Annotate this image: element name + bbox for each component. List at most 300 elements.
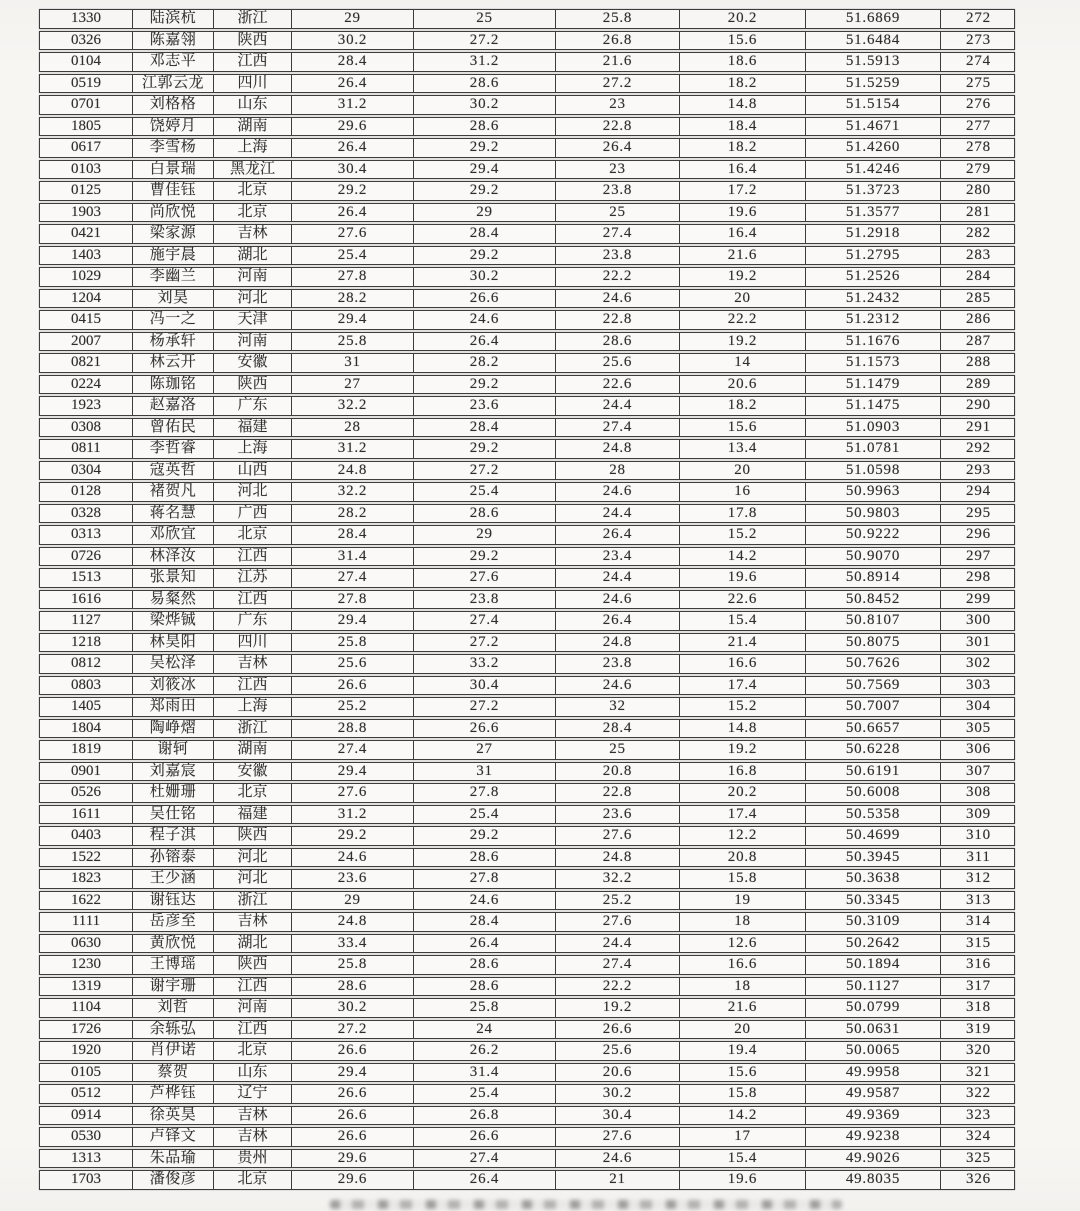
rank: 305 bbox=[940, 720, 1016, 738]
candidate-name: 邓志平 bbox=[132, 53, 213, 71]
score-2: 27.2 bbox=[413, 32, 555, 50]
cutoff-text-smudge bbox=[330, 1200, 842, 1209]
province: 湖北 bbox=[213, 935, 291, 953]
candidate-id: 0519 bbox=[71, 74, 101, 91]
score-1: 27.6 bbox=[291, 225, 413, 243]
total-score: 50.0065 bbox=[805, 1042, 940, 1060]
score-1: 29.4 bbox=[291, 612, 413, 630]
score-2: 27.8 bbox=[413, 784, 555, 802]
score-3: 27.4 bbox=[555, 956, 679, 974]
province: 江西 bbox=[213, 53, 291, 71]
candidate-name: 蒋名慧 bbox=[132, 505, 213, 523]
rank: 293 bbox=[940, 462, 1016, 480]
candidate-name: 吴仕铭 bbox=[132, 806, 213, 824]
score-3: 30.4 bbox=[555, 1107, 679, 1125]
rank: 292 bbox=[940, 440, 1016, 458]
score-2: 31.4 bbox=[413, 1064, 555, 1082]
score-4: 18.6 bbox=[679, 53, 805, 71]
rank: 281 bbox=[940, 204, 1016, 222]
score-4: 12.6 bbox=[679, 935, 805, 953]
rank: 313 bbox=[940, 892, 1016, 910]
province: 湖北 bbox=[213, 247, 291, 265]
table-row bbox=[39, 869, 1015, 889]
candidate-name: 林泽汝 bbox=[132, 548, 213, 566]
candidate-name: 刘筱冰 bbox=[132, 677, 213, 695]
candidate-id: 0901 bbox=[71, 762, 101, 779]
table-row bbox=[39, 52, 1015, 72]
table-row bbox=[39, 611, 1015, 631]
score-4: 15.6 bbox=[679, 32, 805, 50]
candidate-id: 1230 bbox=[71, 956, 101, 972]
score-2: 27.4 bbox=[413, 1150, 555, 1168]
rank: 286 bbox=[940, 311, 1016, 329]
candidate-id: 0403 bbox=[71, 827, 101, 843]
total-score: 51.2526 bbox=[805, 268, 940, 286]
score-1: 27.2 bbox=[291, 1021, 413, 1039]
candidate-name: 李哲睿 bbox=[132, 440, 213, 458]
total-score: 51.1475 bbox=[805, 397, 940, 415]
score-3: 27.4 bbox=[555, 225, 679, 243]
candidate-id: 1703 bbox=[71, 1171, 101, 1187]
rank: 320 bbox=[940, 1042, 1016, 1060]
rank: 306 bbox=[940, 741, 1016, 759]
rank: 301 bbox=[940, 634, 1016, 652]
candidate-name: 李雪杨 bbox=[132, 139, 213, 157]
candidate-name: 赵嘉洛 bbox=[132, 397, 213, 415]
province: 四川 bbox=[213, 634, 291, 652]
score-3: 22.8 bbox=[555, 784, 679, 802]
total-score: 50.3109 bbox=[805, 913, 940, 931]
total-score: 51.4246 bbox=[805, 161, 940, 179]
score-4: 13.4 bbox=[679, 440, 805, 458]
candidate-id: 1726 bbox=[71, 1020, 101, 1037]
total-score: 50.9963 bbox=[805, 483, 940, 501]
score-1: 28.6 bbox=[291, 978, 413, 996]
rank: 325 bbox=[940, 1150, 1016, 1168]
score-1: 29.4 bbox=[291, 1064, 413, 1082]
rank: 326 bbox=[940, 1171, 1016, 1189]
candidate-name: 梁烨铖 bbox=[132, 612, 213, 630]
province: 陕西 bbox=[213, 376, 291, 394]
score-2: 26.2 bbox=[413, 1042, 555, 1060]
score-4: 15.2 bbox=[679, 698, 805, 716]
total-score: 50.9070 bbox=[805, 548, 940, 566]
score-3: 24.6 bbox=[555, 591, 679, 609]
score-4: 15.6 bbox=[679, 419, 805, 437]
candidate-id: 2007 bbox=[71, 332, 101, 349]
total-score: 49.9026 bbox=[805, 1150, 940, 1168]
rank: 315 bbox=[940, 935, 1016, 953]
score-3: 22.2 bbox=[555, 978, 679, 996]
table-row bbox=[39, 418, 1015, 438]
table-row bbox=[39, 590, 1015, 610]
score-2: 29.2 bbox=[413, 247, 555, 265]
score-4: 22.2 bbox=[679, 311, 805, 329]
score-2: 23.6 bbox=[413, 397, 555, 415]
score-3: 23 bbox=[555, 96, 679, 114]
rank: 314 bbox=[940, 913, 1016, 931]
province: 河北 bbox=[213, 290, 291, 308]
score-2: 23.8 bbox=[413, 591, 555, 609]
score-4: 19.2 bbox=[679, 268, 805, 286]
score-1: 29.4 bbox=[291, 763, 413, 781]
province: 安徽 bbox=[213, 763, 291, 781]
total-score: 50.7569 bbox=[805, 677, 940, 695]
score-4: 12.2 bbox=[679, 827, 805, 845]
score-3: 24.6 bbox=[555, 677, 679, 695]
score-1: 30.2 bbox=[291, 999, 413, 1017]
score-2: 25.4 bbox=[413, 806, 555, 824]
score-3: 27.6 bbox=[555, 913, 679, 931]
score-3: 26.8 bbox=[555, 32, 679, 50]
candidate-id: 0421 bbox=[71, 225, 101, 241]
rank: 309 bbox=[940, 806, 1016, 824]
score-4: 15.4 bbox=[679, 612, 805, 630]
rank: 276 bbox=[940, 96, 1016, 114]
candidate-id: 0104 bbox=[71, 53, 101, 69]
candidate-id: 1920 bbox=[71, 1042, 101, 1058]
score-1: 26.6 bbox=[291, 677, 413, 695]
candidate-id: 0630 bbox=[71, 934, 101, 951]
candidate-id: 0526 bbox=[71, 784, 101, 800]
candidate-name: 梁家源 bbox=[132, 225, 213, 243]
candidate-name: 饶婷月 bbox=[132, 118, 213, 136]
total-score: 51.5154 bbox=[805, 96, 940, 114]
total-score: 49.9238 bbox=[805, 1128, 940, 1146]
candidate-id: 0803 bbox=[71, 676, 101, 693]
score-4: 20 bbox=[679, 290, 805, 308]
score-1: 27.4 bbox=[291, 741, 413, 759]
score-4: 16.4 bbox=[679, 161, 805, 179]
total-score: 50.6228 bbox=[805, 741, 940, 759]
rank: 308 bbox=[940, 784, 1016, 802]
province: 浙江 bbox=[213, 892, 291, 910]
score-1: 31.2 bbox=[291, 96, 413, 114]
score-1: 28.8 bbox=[291, 720, 413, 738]
total-score: 51.1676 bbox=[805, 333, 940, 351]
rank: 310 bbox=[940, 827, 1016, 845]
province: 河南 bbox=[213, 999, 291, 1017]
candidate-name: 程子淇 bbox=[132, 827, 213, 845]
total-score: 51.0598 bbox=[805, 462, 940, 480]
province: 天津 bbox=[213, 311, 291, 329]
score-1: 27.6 bbox=[291, 784, 413, 802]
score-3: 23.6 bbox=[555, 806, 679, 824]
score-3: 24.4 bbox=[555, 569, 679, 587]
score-2: 27.4 bbox=[413, 612, 555, 630]
candidate-name: 陈珈铭 bbox=[132, 376, 213, 394]
province: 江苏 bbox=[213, 569, 291, 587]
province: 陕西 bbox=[213, 956, 291, 974]
table-row bbox=[39, 1127, 1015, 1147]
score-3: 32.2 bbox=[555, 870, 679, 888]
rank: 279 bbox=[940, 161, 1016, 179]
table-row bbox=[39, 439, 1015, 459]
score-3: 25 bbox=[555, 204, 679, 222]
rank: 289 bbox=[940, 376, 1016, 394]
total-score: 50.3345 bbox=[805, 892, 940, 910]
table-row bbox=[39, 633, 1015, 653]
candidate-name: 岳彦至 bbox=[132, 913, 213, 931]
total-score: 51.2918 bbox=[805, 225, 940, 243]
score-1: 32.2 bbox=[291, 483, 413, 501]
score-1: 31.4 bbox=[291, 548, 413, 566]
score-4: 18.2 bbox=[679, 397, 805, 415]
province: 河南 bbox=[213, 268, 291, 286]
score-1: 26.6 bbox=[291, 1107, 413, 1125]
rank: 290 bbox=[940, 397, 1016, 415]
candidate-id: 1403 bbox=[71, 246, 101, 263]
total-score: 51.4260 bbox=[805, 139, 940, 157]
rank: 322 bbox=[940, 1085, 1016, 1103]
score-3: 24.8 bbox=[555, 440, 679, 458]
rank: 287 bbox=[940, 333, 1016, 351]
score-3: 26.4 bbox=[555, 526, 679, 544]
candidate-name: 尚欣悦 bbox=[132, 204, 213, 222]
score-4: 19 bbox=[679, 892, 805, 910]
score-2: 31 bbox=[413, 763, 555, 781]
score-4: 17 bbox=[679, 1128, 805, 1146]
score-3: 26.4 bbox=[555, 612, 679, 630]
rank: 298 bbox=[940, 569, 1016, 587]
candidate-name: 吴松泽 bbox=[132, 655, 213, 673]
candidate-id: 1616 bbox=[71, 590, 101, 607]
score-4: 16.6 bbox=[679, 655, 805, 673]
score-2: 28.4 bbox=[413, 913, 555, 931]
candidate-name: 朱品瑜 bbox=[132, 1150, 213, 1168]
score-2: 26.4 bbox=[413, 333, 555, 351]
score-1: 25.2 bbox=[291, 698, 413, 716]
candidate-id: 1513 bbox=[71, 569, 101, 585]
table-row bbox=[39, 805, 1015, 825]
rank: 316 bbox=[940, 956, 1016, 974]
province: 陕西 bbox=[213, 32, 291, 50]
table-row bbox=[39, 547, 1015, 567]
province: 贵州 bbox=[213, 1150, 291, 1168]
table-row bbox=[39, 676, 1015, 696]
score-3: 32 bbox=[555, 698, 679, 716]
score-4: 20 bbox=[679, 462, 805, 480]
province: 上海 bbox=[213, 139, 291, 157]
candidate-id: 0304 bbox=[71, 461, 101, 478]
score-1: 29.2 bbox=[291, 827, 413, 845]
score-4: 15.4 bbox=[679, 1150, 805, 1168]
score-1: 25.6 bbox=[291, 655, 413, 673]
candidate-id: 0224 bbox=[71, 375, 101, 392]
score-2: 24.6 bbox=[413, 892, 555, 910]
candidate-id: 1522 bbox=[71, 848, 101, 865]
score-2: 25.4 bbox=[413, 1085, 555, 1103]
score-2: 27.6 bbox=[413, 569, 555, 587]
table-row bbox=[39, 955, 1015, 975]
province: 吉林 bbox=[213, 225, 291, 243]
table-row bbox=[39, 31, 1015, 51]
rank: 291 bbox=[940, 419, 1016, 437]
score-1: 29.2 bbox=[291, 182, 413, 200]
table-row bbox=[39, 461, 1015, 481]
score-2: 28.6 bbox=[413, 956, 555, 974]
candidate-id: 0328 bbox=[71, 504, 101, 521]
score-4: 19.2 bbox=[679, 333, 805, 351]
table-row bbox=[39, 310, 1015, 330]
table-row bbox=[39, 697, 1015, 717]
table-row bbox=[39, 160, 1015, 180]
candidate-name: 卢铎文 bbox=[132, 1128, 213, 1146]
score-1: 29.6 bbox=[291, 1171, 413, 1189]
candidate-name: 谢轲 bbox=[132, 741, 213, 759]
score-3: 21.6 bbox=[555, 53, 679, 71]
candidate-id: 1111 bbox=[71, 913, 101, 929]
score-1: 27 bbox=[291, 376, 413, 394]
score-1: 26.4 bbox=[291, 75, 413, 93]
score-4: 18.2 bbox=[679, 75, 805, 93]
score-4: 17.4 bbox=[679, 806, 805, 824]
score-3: 27.6 bbox=[555, 1128, 679, 1146]
rank: 319 bbox=[940, 1021, 1016, 1039]
score-2: 29.2 bbox=[413, 376, 555, 394]
score-2: 29.4 bbox=[413, 161, 555, 179]
table-row bbox=[39, 353, 1015, 373]
total-score: 49.9958 bbox=[805, 1064, 940, 1082]
score-3: 24.8 bbox=[555, 634, 679, 652]
candidate-id: 1330 bbox=[71, 10, 101, 26]
score-3: 24.4 bbox=[555, 935, 679, 953]
table-row bbox=[39, 396, 1015, 416]
score-2: 27.2 bbox=[413, 634, 555, 652]
rank: 318 bbox=[940, 999, 1016, 1017]
score-table bbox=[39, 9, 1015, 1192]
total-score: 50.1894 bbox=[805, 956, 940, 974]
rank: 299 bbox=[940, 591, 1016, 609]
score-2: 29.2 bbox=[413, 139, 555, 157]
province: 黑龙江 bbox=[213, 161, 291, 179]
candidate-name: 易粲然 bbox=[132, 591, 213, 609]
score-2: 29 bbox=[413, 204, 555, 222]
score-3: 20.8 bbox=[555, 763, 679, 781]
total-score: 50.8075 bbox=[805, 634, 940, 652]
table-row bbox=[39, 95, 1015, 115]
score-4: 15.6 bbox=[679, 1064, 805, 1082]
score-1: 31.2 bbox=[291, 440, 413, 458]
province: 河南 bbox=[213, 333, 291, 351]
score-2: 28.6 bbox=[413, 118, 555, 136]
candidate-name: 芦桦钰 bbox=[132, 1085, 213, 1103]
total-score: 50.0799 bbox=[805, 999, 940, 1017]
candidate-id: 1903 bbox=[71, 203, 101, 220]
score-3: 25.6 bbox=[555, 354, 679, 372]
score-1: 27.4 bbox=[291, 569, 413, 587]
total-score: 51.1573 bbox=[805, 354, 940, 372]
score-1: 26.6 bbox=[291, 1128, 413, 1146]
candidate-id: 1127 bbox=[71, 612, 101, 628]
score-2: 31.2 bbox=[413, 53, 555, 71]
candidate-name: 王博瑶 bbox=[132, 956, 213, 974]
province: 福建 bbox=[213, 419, 291, 437]
candidate-id: 0103 bbox=[71, 160, 101, 177]
rank: 280 bbox=[940, 182, 1016, 200]
candidate-id: 0512 bbox=[71, 1085, 101, 1101]
total-score: 51.1479 bbox=[805, 376, 940, 394]
candidate-id: 0821 bbox=[71, 354, 101, 370]
province: 广东 bbox=[213, 397, 291, 415]
candidate-name: 潘俊彦 bbox=[132, 1171, 213, 1189]
total-score: 51.2312 bbox=[805, 311, 940, 329]
score-4: 20 bbox=[679, 1021, 805, 1039]
score-2: 27.8 bbox=[413, 870, 555, 888]
candidate-name: 郑雨田 bbox=[132, 698, 213, 716]
rank: 282 bbox=[940, 225, 1016, 243]
total-score: 51.6484 bbox=[805, 32, 940, 50]
province: 吉林 bbox=[213, 655, 291, 673]
province: 江西 bbox=[213, 677, 291, 695]
score-4: 20.2 bbox=[679, 784, 805, 802]
table-row bbox=[39, 654, 1015, 674]
table-row bbox=[39, 203, 1015, 223]
candidate-name: 徐英昊 bbox=[132, 1107, 213, 1125]
score-2: 28.4 bbox=[413, 419, 555, 437]
score-3: 19.2 bbox=[555, 999, 679, 1017]
candidate-id: 1611 bbox=[71, 805, 101, 822]
total-score: 51.5913 bbox=[805, 53, 940, 71]
score-2: 27.2 bbox=[413, 698, 555, 716]
candidate-id: 0125 bbox=[71, 182, 101, 198]
score-3: 25 bbox=[555, 741, 679, 759]
table-row bbox=[39, 138, 1015, 158]
candidate-name: 肖伊诺 bbox=[132, 1042, 213, 1060]
score-2: 29 bbox=[413, 526, 555, 544]
candidate-id: 1805 bbox=[71, 117, 101, 134]
table-row bbox=[39, 224, 1015, 244]
score-2: 24 bbox=[413, 1021, 555, 1039]
score-4: 21.6 bbox=[679, 999, 805, 1017]
score-3: 22.8 bbox=[555, 118, 679, 136]
candidate-id: 0105 bbox=[71, 1063, 101, 1080]
score-1: 28.4 bbox=[291, 53, 413, 71]
candidate-name: 刘嘉宸 bbox=[132, 763, 213, 781]
total-score: 51.3723 bbox=[805, 182, 940, 200]
candidate-name: 孙镕泰 bbox=[132, 849, 213, 867]
score-3: 24.6 bbox=[555, 290, 679, 308]
candidate-id: 1204 bbox=[71, 289, 101, 306]
province: 四川 bbox=[213, 75, 291, 93]
rank: 300 bbox=[940, 612, 1016, 630]
candidate-id: 1923 bbox=[71, 397, 101, 413]
table-row bbox=[39, 181, 1015, 201]
score-2: 26.6 bbox=[413, 1128, 555, 1146]
total-score: 51.2795 bbox=[805, 247, 940, 265]
score-1: 33.4 bbox=[291, 935, 413, 953]
province: 上海 bbox=[213, 440, 291, 458]
score-3: 25.8 bbox=[555, 10, 679, 28]
candidate-name: 施宇晨 bbox=[132, 247, 213, 265]
score-1: 27.8 bbox=[291, 268, 413, 286]
table-row bbox=[39, 891, 1015, 911]
province: 江西 bbox=[213, 591, 291, 609]
total-score: 51.3577 bbox=[805, 204, 940, 222]
score-2: 29.2 bbox=[413, 548, 555, 566]
candidate-name: 王少涵 bbox=[132, 870, 213, 888]
table-row bbox=[39, 246, 1015, 266]
candidate-id: 0313 bbox=[71, 526, 101, 542]
score-4: 19.6 bbox=[679, 204, 805, 222]
score-1: 24.8 bbox=[291, 462, 413, 480]
rank: 296 bbox=[940, 526, 1016, 544]
score-1: 27.8 bbox=[291, 591, 413, 609]
total-score: 50.9222 bbox=[805, 526, 940, 544]
province: 安徽 bbox=[213, 354, 291, 372]
rank: 277 bbox=[940, 118, 1016, 136]
candidate-id: 0415 bbox=[71, 311, 101, 327]
